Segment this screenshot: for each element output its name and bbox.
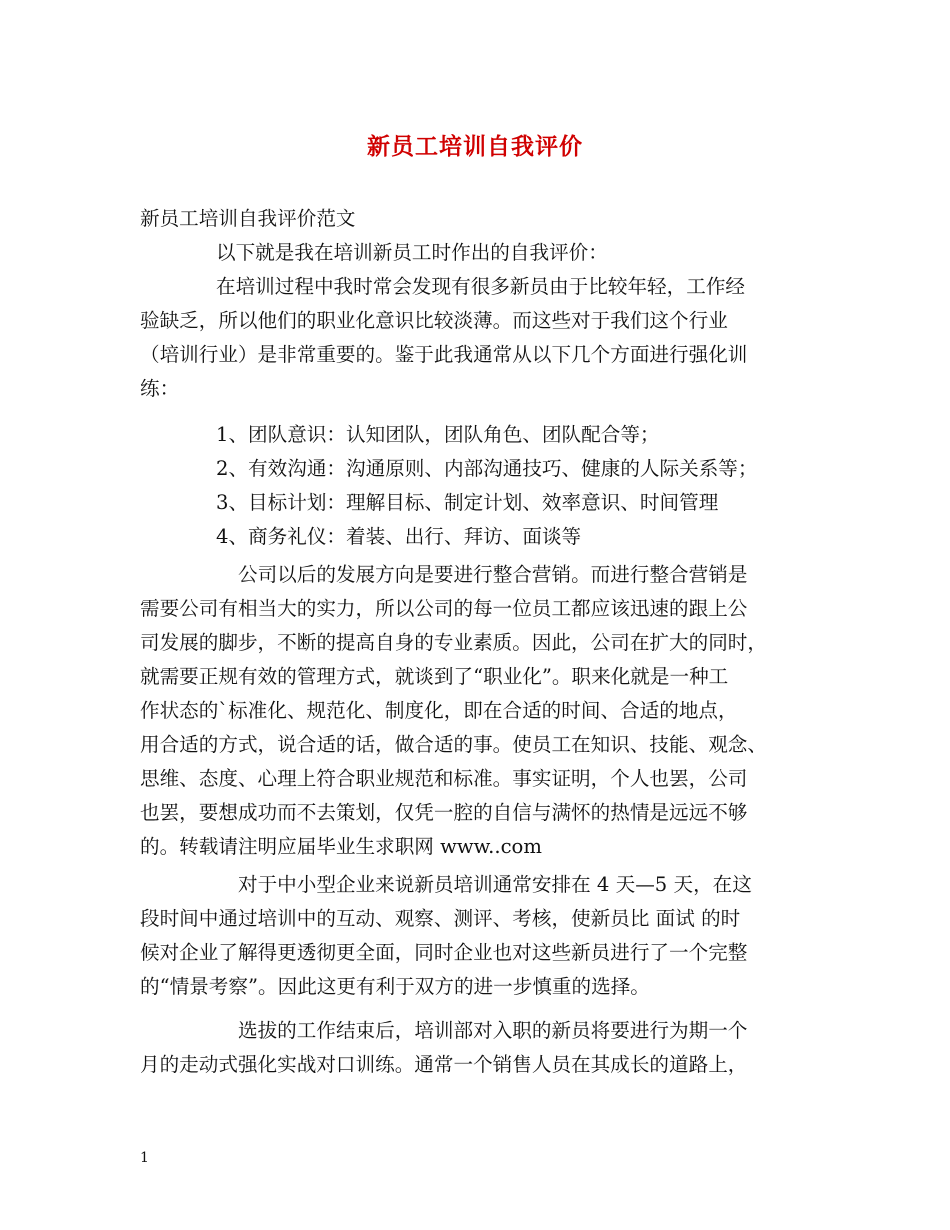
document-line: 候对企业了解得更透彻更全面，同时企业也对这些新员进行了一个完整 — [140, 941, 748, 964]
document-line: 作状态的`标准化、规范化、制度化，即在合适的时间、合适的地点， — [140, 699, 738, 722]
list-item: 3、目标计划：理解目标、制定计划、效率意识、时间管理 — [216, 491, 719, 514]
document-line: 选拔的工作结束后，培训部对入职的新员将要进行为期一个 — [238, 1019, 748, 1042]
document-line: 对于中小型企业来说新员培训通常安排在 4 天—5 天，在这 — [238, 873, 752, 896]
document-line: 就需要正规有效的管理方式，就谈到了“职业化”。职来化就是一种工 — [140, 665, 729, 688]
document-line: 公司以后的发展方向是要进行整合营销。而进行整合营销是 — [238, 563, 748, 586]
list-item: 1、团队意识：认知团队，团队角色、团队配合等； — [216, 423, 660, 446]
document-line: 也罢，要想成功而不去策划，仅凭一腔的自信与满怀的热情是远远不够 — [140, 801, 748, 824]
document-line: 用合适的方式，说合适的话，做合适的事。使员工在知识、技能、观念、 — [140, 733, 767, 756]
document-line: 段时间中通过培训中的互动、观察、测评、考核，使新员比 面试 的时 — [140, 907, 741, 930]
document-line: （培训行业）是非常重要的。鉴于此我通常从以下几个方面进行强化训 — [140, 343, 748, 366]
document-title: 新员工培训自我评价 — [367, 133, 583, 160]
document-line: 需要公司有相当大的实力，所以公司的每一位员工都应该迅速的跟上公 — [140, 597, 748, 620]
page-number: 1 — [140, 1150, 149, 1166]
document-line: 思维、态度、心理上符合职业规范和标准。事实证明，个人也罢，公司 — [140, 767, 748, 790]
document-line: 验缺乏，所以他们的职业化意识比较淡薄。而这些对于我们这个行业 — [140, 309, 728, 332]
document-line: 的“情景考察”。因此这更有利于双方的进一步慎重的选择。 — [140, 975, 650, 998]
list-item: 2、有效沟通：沟通原则、内部沟通技巧、健康的人际关系等； — [216, 457, 758, 480]
document-line: 新员工培训自我评价范文 — [140, 207, 356, 230]
document-line: 在培训过程中我时常会发现有很多新员由于比较年轻，工作经 — [216, 275, 746, 298]
document-line: 的。转载请注明应届毕业生求职网 www..com — [140, 835, 542, 858]
document-line: 月的走动式强化实战对口训练。通常一个销售人员在其成长的道路上， — [140, 1053, 748, 1076]
document-line: 练： — [140, 377, 180, 400]
document-line: 司发展的脚步，不断的提高自身的专业素质。因此，公司在扩大的同时， — [140, 631, 767, 654]
list-item: 4、商务礼仪：着装、出行、拜访、面谈等 — [216, 525, 582, 548]
document-line: 以下就是我在培训新员工时作出的自我评价： — [216, 241, 608, 264]
